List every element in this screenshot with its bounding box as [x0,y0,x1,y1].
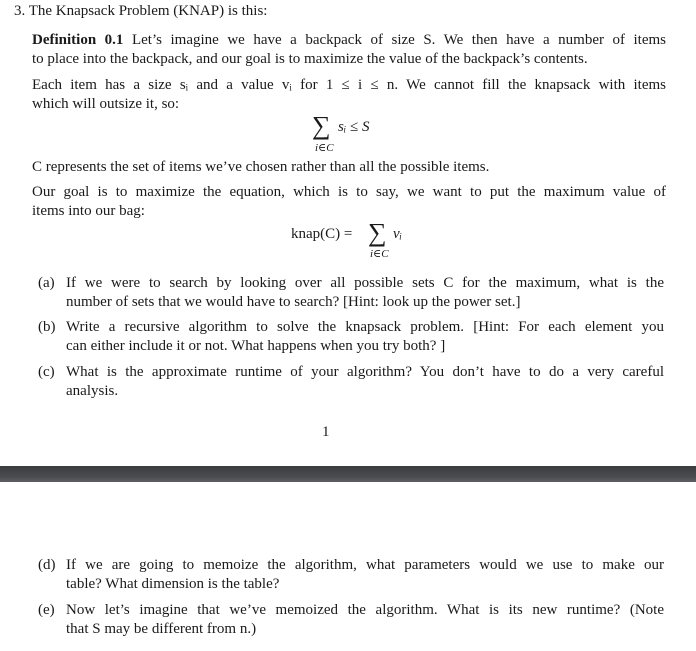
page-separator [0,466,696,482]
question-line-1: What is the approximate runtime of your algorithm? You don’t have to do a very careful [66,364,664,380]
item-size-line-2: which will outsize it, so: [32,96,180,112]
question-label: (a) [38,275,55,291]
question-line-1: If we were to search by looking over all possible sets C for the maximum, what is the [66,275,664,291]
question-line-2: that S may be different from n.) [66,621,257,637]
page-2 [0,482,696,651]
goal-paragraph [32,183,666,221]
question-label: (c) [38,364,55,380]
equation-capacity [312,112,402,152]
sum-symbol: ∑ [368,218,387,247]
definition-line-1: Let’s imagine we have a backpack of size S. We then have a number of items [131,32,666,48]
sum-symbol: ∑ [312,111,331,140]
question-line-2: number of sets that we would have to search? [Hint: look up the power set.] [66,294,521,310]
goal-line-2: items into our bag: [32,203,145,219]
question-label: (e) [38,602,55,618]
objective-term: vᵢ [393,226,403,242]
capacity-term: sᵢ ≤ S [338,119,370,135]
page-number: 1 [322,424,330,440]
question-line-2: can either include it or not. What happens when you try both? ] [66,338,446,354]
question-label: (b) [38,319,56,335]
problem-heading: 3. The Knapsack Problem (KNAP) is this: [14,3,268,19]
definition-line-2: to place into the backpack, and our goal is to maximize the value of the backpack’s contents. [32,51,588,67]
definition-label: Definition 0.1 [32,32,124,48]
question-line-1: If we are going to memoize the algorithm, what parameters would we use to make our [66,557,664,573]
question-line-2: analysis. [66,383,119,399]
equation-objective [291,218,421,258]
question-label: (d) [38,557,56,573]
item-size-paragraph [32,76,666,114]
definition-block [32,31,666,69]
question-line-1: Write a recursive algorithm to solve the knapsack problem. [Hint: For each element you [66,319,664,335]
item-size-line-1: Each item has a size sᵢ and a value vᵢ for 1 ≤ i ≤ n. We cannot fill the knapsack with items [32,77,666,93]
chosen-set-paragraph: C represents the set of items we’ve chosen rather than all the possible items. [32,159,490,175]
question-line-1: Now let’s imagine that we’ve memoized the algorithm. What is its new runtime? (Note [66,602,664,618]
sum-subscript: i∈C [315,142,334,154]
objective-lhs: knap(C) = [291,226,353,242]
sum-subscript: i∈C [370,248,389,260]
question-line-2: table? What dimension is the table? [66,576,280,592]
goal-line-1: Our goal is to maximize the equation, which is to say, we want to put the maximum value of [32,184,666,200]
